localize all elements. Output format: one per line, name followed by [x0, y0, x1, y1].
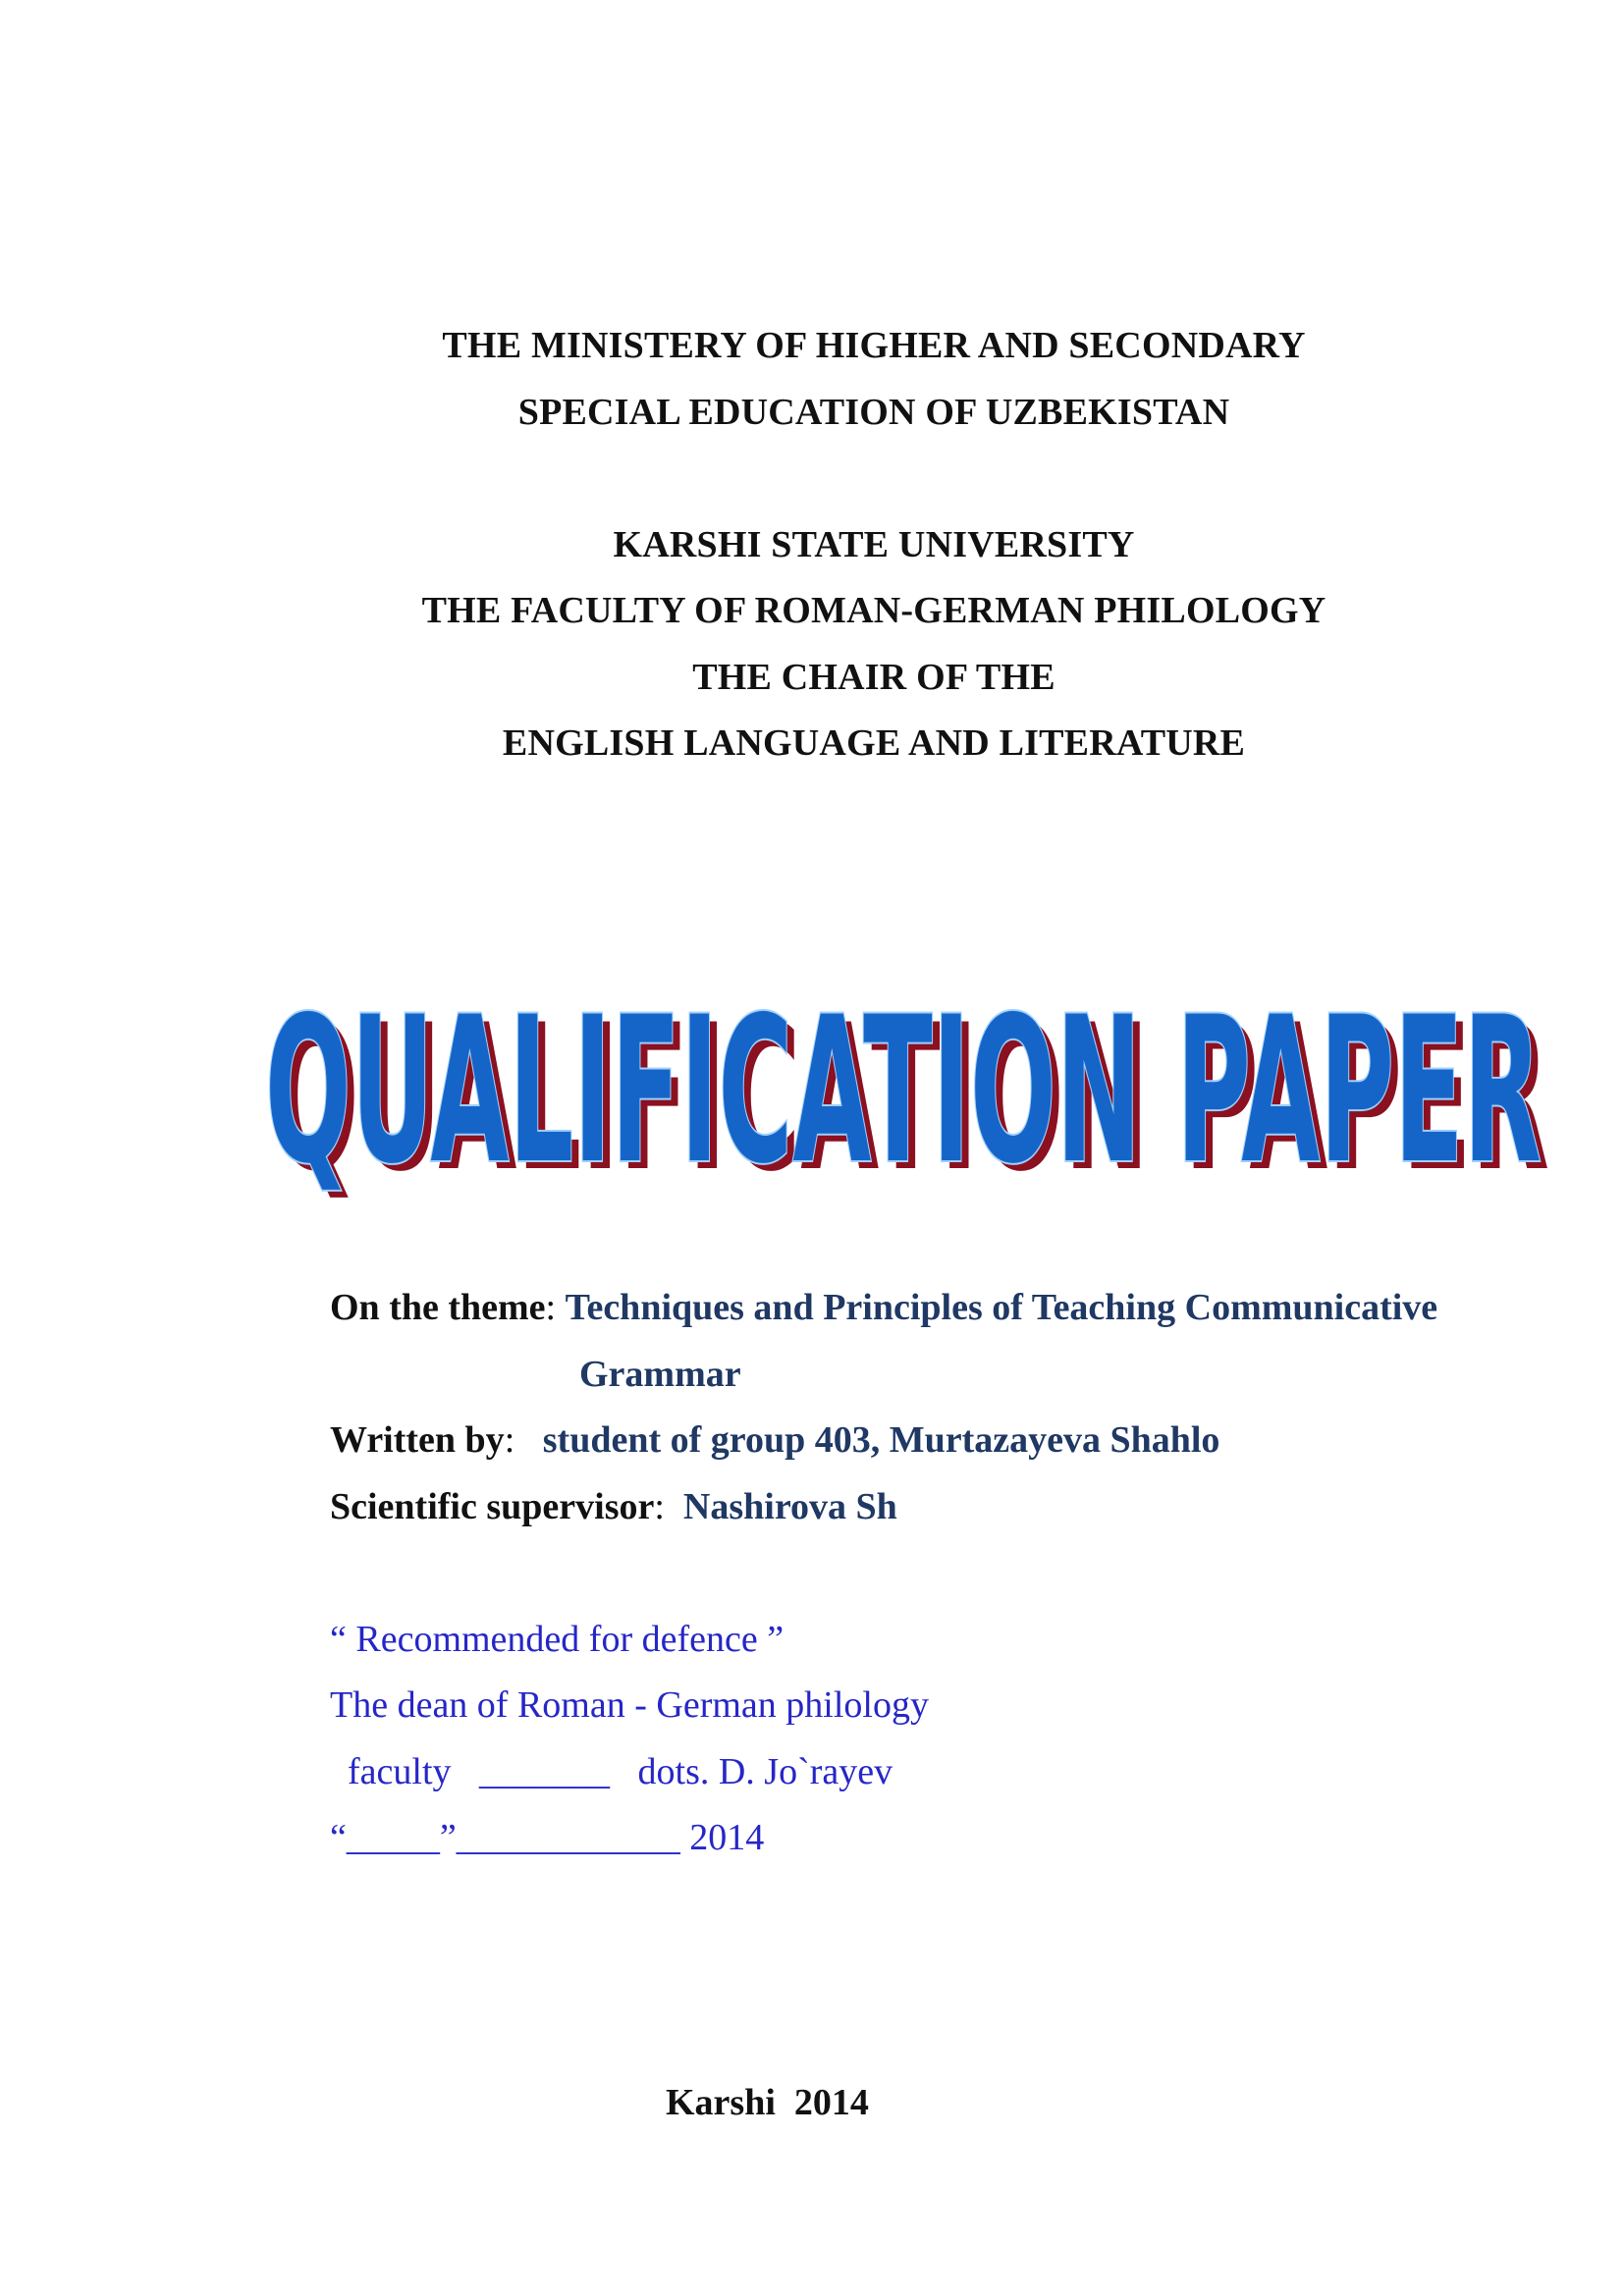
supervisor-label: Scientific supervisor [330, 1486, 655, 1527]
date-month-blank: ____________ [456, 1817, 680, 1858]
date-year: 2014 [689, 1817, 765, 1858]
supervisor-colon: : [654, 1486, 665, 1527]
university-name: KARSHI STATE UNIVERSITY [613, 524, 1135, 565]
ministry-line-2: SPECIAL EDUCATION OF UZBEKISTAN [517, 392, 1230, 433]
faculty-signature-line [348, 1750, 893, 1793]
wordart-title-graphic [263, 972, 1549, 1207]
date-open-quote: “ [330, 1817, 347, 1858]
supervisor-row [330, 1485, 897, 1528]
wordart-text: QUALIFICATION PAPER [265, 975, 1542, 1207]
author-label: Written by [330, 1419, 505, 1461]
wordart-shadow: QUALIFICATION PAPER [273, 983, 1549, 1207]
date-day-blank: _____ [346, 1817, 440, 1858]
dean-line: The dean of Roman - German philology [330, 1684, 929, 1726]
theme-colon: : [545, 1287, 557, 1328]
ministry-line-1: THE MINISTERY OF HIGHER AND SECONDARY [442, 325, 1306, 366]
author-colon: : [504, 1419, 515, 1461]
chair-line-1: THE CHAIR OF THE [692, 657, 1056, 698]
author-row [330, 1418, 1219, 1462]
date-close-quote: ” [439, 1817, 457, 1858]
signature-blank: _______ [479, 1751, 611, 1792]
chair-line-2: ENGLISH LANGUAGE AND LITERATURE [502, 722, 1246, 764]
theme-label: On the theme [330, 1287, 546, 1328]
theme-row [330, 1286, 1437, 1329]
place-and-year: Karshi 2014 [666, 2082, 869, 2123]
theme-value-line1: Techniques and Principles of Teaching Communicative [565, 1287, 1438, 1328]
theme-value-line2: Grammar [579, 1354, 741, 1395]
supervisor-value: Nashirova Sh [682, 1486, 897, 1527]
faculty-word: faculty [348, 1751, 452, 1792]
recommended-for-defence: “ Recommended for defence ” [330, 1619, 785, 1660]
qualification-paper-title [263, 972, 1549, 1207]
author-value: student of group 403, Murtazayeva Shahlo [542, 1419, 1220, 1461]
date-line [330, 1816, 764, 1859]
dean-name: dots. D. Jo`rayev [637, 1751, 893, 1792]
faculty-name: THE FACULTY OF ROMAN-GERMAN PHILOLOGY [421, 590, 1326, 631]
theme-row-continued [579, 1353, 741, 1396]
